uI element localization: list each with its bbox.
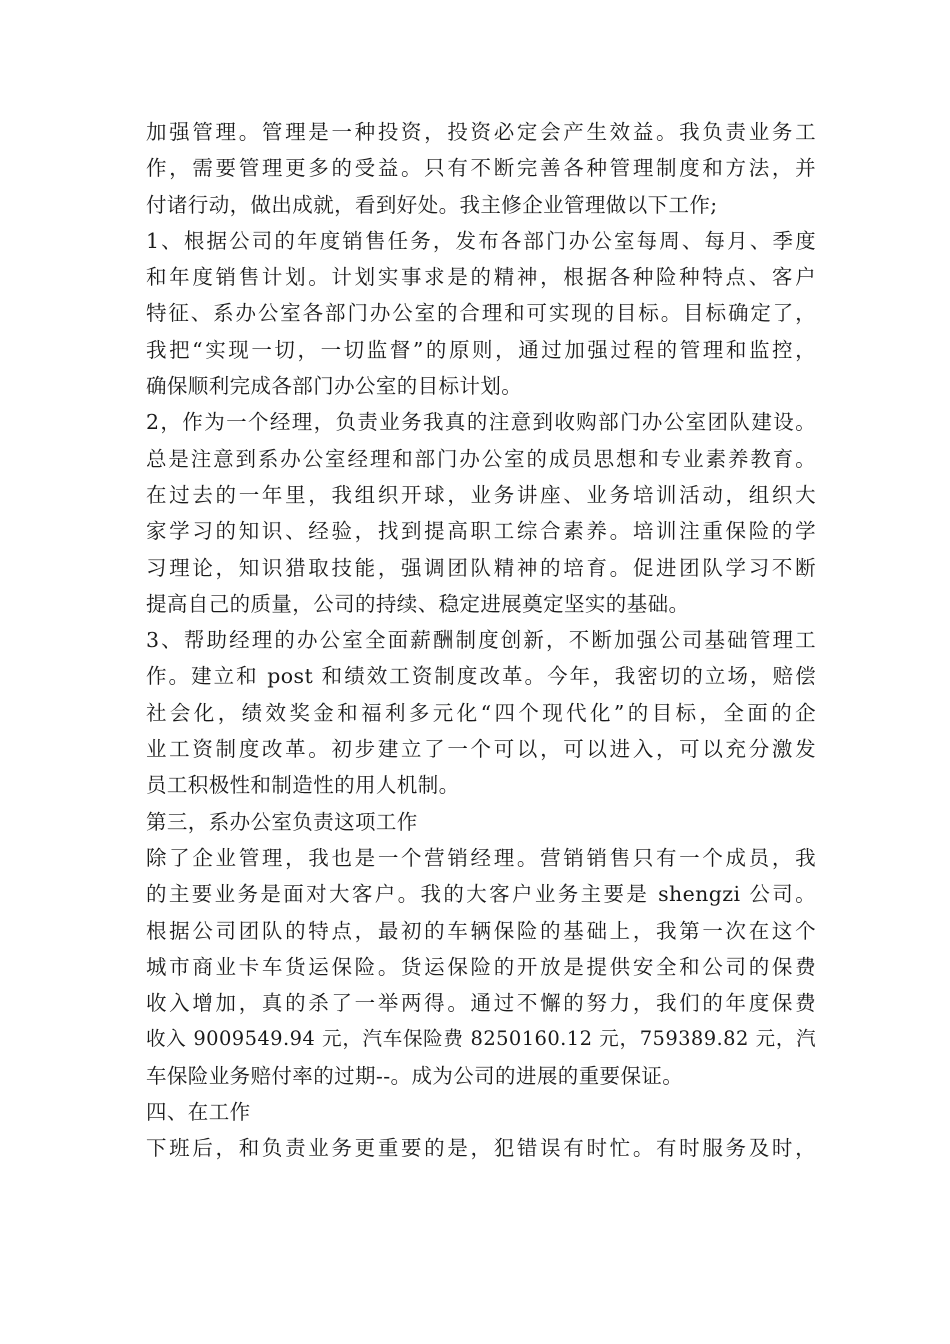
text-line: 城市商业卡车货运保险。货运保险的开放是提供安全和公司的保费	[146, 954, 816, 979]
text-line: 提高自己的质量，公司的持续、稳定进展奠定坚实的基础。	[146, 591, 690, 616]
text-line: 确保顺利完成各部门办公室的目标计划。	[146, 374, 523, 399]
text-line: 我把“实现一切，一切监督”的原则，通过加强过程的管理和监控，	[146, 337, 816, 362]
text-line: 根据公司团队的特点，最初的车辆保险的基础上，我第一次在这个	[146, 918, 816, 943]
text-line: 1、根据公司的年度销售任务，发布各部门办公室每周、每月、季度	[146, 228, 816, 253]
text-line: 除了企业管理，我也是一个营销经理。营销销售只有一个成员，我	[146, 845, 816, 870]
text-line: 习理论，知识猎取技能，强调团队精神的培育。促进团队学习不断	[146, 555, 816, 580]
text-line: 作。建立和 post 和绩效工资制度改革。今年，我密切的立场，赔偿	[146, 664, 816, 689]
text-line: 收入 9009549.94 元，汽车保险费 8250160.12 元，759389.82 元，汽	[146, 1027, 816, 1051]
text-line: 和年度销售计划。计划实事求是的精神，根据各种险种特点、客户	[146, 265, 816, 290]
text-line: 员工积极性和制造性的用人机制。	[146, 773, 460, 798]
text-line: 在过去的一年里，我组织开球，业务讲座、业务培训活动，组织大	[146, 482, 816, 507]
text-line: 第三，系办公室负责这项工作	[146, 809, 418, 834]
text-line: 家学习的知识、经验，找到提高职工综合素养。培训注重保险的学	[146, 519, 816, 544]
text-line: 3、帮助经理的办公室全面薪酬制度创新，不断加强公司基础管理工	[146, 628, 816, 653]
text-line: 的主要业务是面对大客户。我的大客户业务主要是 shengzi 公司。	[146, 882, 816, 907]
text-line: 付诸行动，做出成就，看到好处。我主修企业管理做以下工作;	[146, 192, 718, 217]
text-line: 四、在工作	[146, 1100, 251, 1125]
text-line: 业工资制度改革。初步建立了一个可以，可以进入，可以充分激发	[146, 737, 816, 762]
document-body	[146, 114, 816, 1167]
text-line: 2，作为一个经理，负责业务我真的注意到收购部门办公室团队建设。	[146, 410, 816, 435]
text-line: 加强管理。管理是一种投资，投资必定会产生效益。我负责业务工	[146, 120, 816, 144]
text-line: 下班后，和负责业务更重要的是，犯错误有时忙。有时服务及时，	[146, 1136, 816, 1161]
text-line: 社会化，绩效奖金和福利多元化“四个现代化”的目标，全面的企	[146, 700, 816, 725]
text-line: 总是注意到系办公室经理和部门办公室的成员思想和专业素养教育。	[146, 446, 816, 471]
text-line: 作，需要管理更多的受益。只有不断完善各种管理制度和方法，并	[146, 156, 816, 181]
text-line: 特征、系办公室各部门办公室的合理和可实现的目标。目标确定了，	[146, 301, 816, 326]
text-line: 收入增加，真的杀了一举两得。通过不懈的努力，我们的年度保费	[146, 991, 816, 1016]
text-line: 车保险业务赔付率的过期--。成为公司的进展的重要保证。	[146, 1063, 684, 1088]
